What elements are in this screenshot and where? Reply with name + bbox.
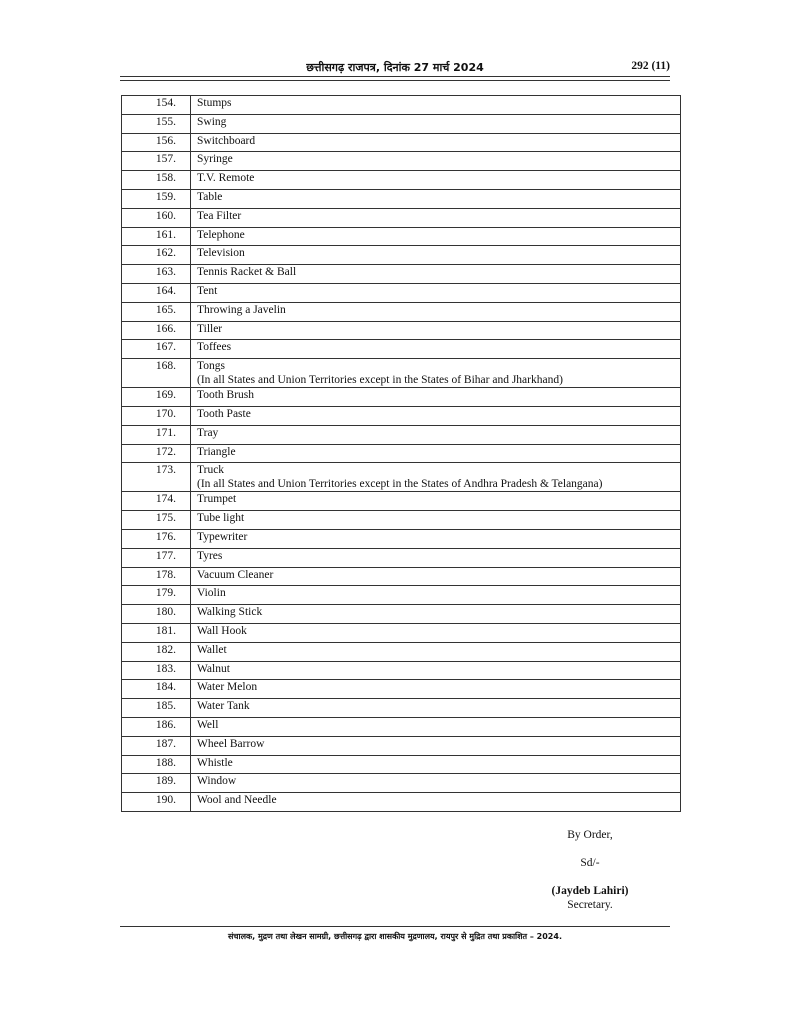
item-cell: [191, 463, 681, 492]
item-number: 179.: [122, 586, 191, 605]
table-row: [122, 425, 681, 444]
item-number: 157.: [122, 152, 191, 171]
item-name: Switchboard: [197, 134, 256, 147]
item-name: Syringe: [197, 153, 233, 166]
item-number: 177.: [122, 548, 191, 567]
table-row: [122, 388, 681, 407]
item-number: 180.: [122, 605, 191, 624]
signatory-designation: Secretary.: [567, 899, 613, 911]
item-name: Tooth Brush: [197, 389, 255, 402]
item-cell: [191, 227, 681, 246]
table-row: [122, 359, 681, 388]
item-cell: [191, 321, 681, 340]
item-number: 168.: [122, 359, 191, 388]
item-number: 172.: [122, 444, 191, 463]
item-name: Tennis Racket & Ball: [197, 266, 297, 279]
item-name: Triangle: [197, 445, 236, 458]
table-row: [122, 406, 681, 425]
table-row: [122, 208, 681, 227]
item-name: Tongs: [197, 360, 225, 373]
footer-text: संचालक, मुद्रण तथा लेखन सामग्री, छत्तीसगढ़ द्वारा शासकीय मुद्रणालय, रायपुर से मुद्रित तथा प्रकाशित – 2024.: [228, 932, 562, 941]
by-order: By Order,: [567, 829, 613, 841]
item-cell: [191, 340, 681, 359]
table-row: [122, 623, 681, 642]
table-row: [122, 492, 681, 511]
item-name: Water Melon: [197, 681, 258, 694]
item-name: Tube light: [197, 512, 245, 525]
page-header: [120, 60, 670, 76]
item-cell: [191, 511, 681, 530]
item-number: 181.: [122, 623, 191, 642]
table-row: [122, 321, 681, 340]
item-number: 169.: [122, 388, 191, 407]
table-row: [122, 114, 681, 133]
item-number: 184.: [122, 680, 191, 699]
item-cell: [191, 661, 681, 680]
item-cell: [191, 548, 681, 567]
item-cell: [191, 623, 681, 642]
header-rule: [120, 76, 670, 81]
item-cell: [191, 302, 681, 321]
item-number: 166.: [122, 321, 191, 340]
item-name: Water Tank: [197, 700, 250, 713]
table-row: [122, 529, 681, 548]
item-name: Television: [197, 247, 245, 260]
item-name: Whistle: [197, 756, 233, 769]
item-number: 189.: [122, 774, 191, 793]
item-name: Trumpet: [197, 493, 237, 506]
item-number: 174.: [122, 492, 191, 511]
item-number: 175.: [122, 511, 191, 530]
table-row: [122, 340, 681, 359]
table-row: [122, 717, 681, 736]
item-name: Stumps: [197, 97, 232, 109]
item-cell: [191, 529, 681, 548]
item-name: Telephone: [197, 228, 245, 241]
table-row: [122, 444, 681, 463]
item-number: 162.: [122, 246, 191, 265]
item-number: 160.: [122, 208, 191, 227]
item-name: Table: [197, 190, 223, 203]
table-row: [122, 227, 681, 246]
item-name: Vacuum Cleaner: [197, 568, 274, 581]
item-name: Wool and Needle: [197, 794, 277, 807]
table-row: [122, 152, 681, 171]
item-cell: [191, 133, 681, 152]
gazette-title: छत्तीसगढ़ राजपत्र, दिनांक 27 मार्च 2024: [306, 61, 484, 74]
table-row: [122, 736, 681, 755]
item-number: 185.: [122, 699, 191, 718]
item-name: Wheel Barrow: [197, 737, 265, 750]
table-row: [122, 265, 681, 284]
table-row: [122, 699, 681, 718]
item-cell: [191, 586, 681, 605]
table-row: [122, 96, 681, 115]
table-row: [122, 189, 681, 208]
table-row: [122, 567, 681, 586]
item-note: (In all States and Union Territories except in the States of Bihar and Jharkhand): [197, 374, 563, 387]
footer-rule: [120, 926, 670, 927]
item-cell: [191, 774, 681, 793]
sd-mark: Sd/-: [580, 857, 600, 869]
item-number: 186.: [122, 717, 191, 736]
item-cell: [191, 605, 681, 624]
item-number: 178.: [122, 567, 191, 586]
table-row: [122, 171, 681, 190]
item-name: Wallet: [197, 643, 227, 656]
item-cell: [191, 114, 681, 133]
table-row: [122, 661, 681, 680]
table-row: [122, 755, 681, 774]
table-row: [122, 133, 681, 152]
item-number: 163.: [122, 265, 191, 284]
item-number: 164.: [122, 283, 191, 302]
item-cell: [191, 359, 681, 388]
item-cell: [191, 567, 681, 586]
item-number: 170.: [122, 406, 191, 425]
item-number: 190.: [122, 793, 191, 812]
item-number: 171.: [122, 425, 191, 444]
item-cell: [191, 736, 681, 755]
item-cell: [191, 717, 681, 736]
item-cell: [191, 171, 681, 190]
item-name: Tea Filter: [197, 209, 242, 222]
item-cell: [191, 755, 681, 774]
table-row: [122, 642, 681, 661]
signatory-name: (Jaydeb Lahiri): [551, 885, 629, 897]
item-cell: [191, 406, 681, 425]
item-cell: [191, 96, 681, 115]
item-name: Tooth Paste: [197, 407, 251, 420]
item-cell: [191, 680, 681, 699]
item-cell: [191, 246, 681, 265]
item-number: 182.: [122, 642, 191, 661]
item-cell: [191, 793, 681, 812]
item-number: 167.: [122, 340, 191, 359]
item-number: 188.: [122, 755, 191, 774]
table-row: [122, 793, 681, 812]
table-row: [122, 680, 681, 699]
item-name: Tray: [197, 426, 219, 439]
item-number: 154.: [122, 96, 191, 115]
item-number: 165.: [122, 302, 191, 321]
item-number: 156.: [122, 133, 191, 152]
item-number: 173.: [122, 463, 191, 492]
item-name: Tent: [197, 284, 218, 297]
item-cell: [191, 283, 681, 302]
item-name: Tyres: [197, 549, 223, 562]
item-cell: [191, 699, 681, 718]
item-name: Window: [197, 775, 237, 788]
items-table-body: [122, 96, 681, 812]
item-cell: [191, 492, 681, 511]
table-row: [122, 302, 681, 321]
item-number: 187.: [122, 736, 191, 755]
item-name: Toffees: [197, 341, 232, 354]
item-name: Walnut: [197, 662, 230, 675]
item-name: Well: [197, 718, 219, 731]
item-name: Typewriter: [197, 530, 248, 543]
item-name: T.V. Remote: [197, 172, 255, 185]
item-name: Walking Stick: [197, 606, 263, 619]
item-number: 159.: [122, 189, 191, 208]
table-row: [122, 548, 681, 567]
table-row: [122, 246, 681, 265]
item-cell: [191, 208, 681, 227]
items-table: [121, 95, 681, 812]
item-cell: [191, 152, 681, 171]
item-cell: [191, 189, 681, 208]
table-row: [122, 605, 681, 624]
item-number: 176.: [122, 529, 191, 548]
item-name: Throwing a Javelin: [197, 303, 286, 316]
item-cell: [191, 444, 681, 463]
table-row: [122, 511, 681, 530]
item-cell: [191, 265, 681, 284]
item-number: 161.: [122, 227, 191, 246]
table-row: [122, 774, 681, 793]
item-name: Wall Hook: [197, 624, 247, 637]
item-number: 155.: [122, 114, 191, 133]
item-name: Tiller: [197, 322, 223, 335]
page-number: 292 (11): [631, 60, 670, 72]
item-number: 158.: [122, 171, 191, 190]
item-cell: [191, 642, 681, 661]
item-name: Truck: [197, 464, 225, 477]
item-cell: [191, 388, 681, 407]
table-row: [122, 586, 681, 605]
table-row: [122, 463, 681, 492]
item-cell: [191, 425, 681, 444]
item-name: Violin: [197, 587, 226, 600]
item-name: Swing: [197, 115, 227, 128]
item-number: 183.: [122, 661, 191, 680]
item-note: (In all States and Union Territories except in the States of Andhra Pradesh & Telangana): [197, 478, 603, 491]
table-row: [122, 283, 681, 302]
